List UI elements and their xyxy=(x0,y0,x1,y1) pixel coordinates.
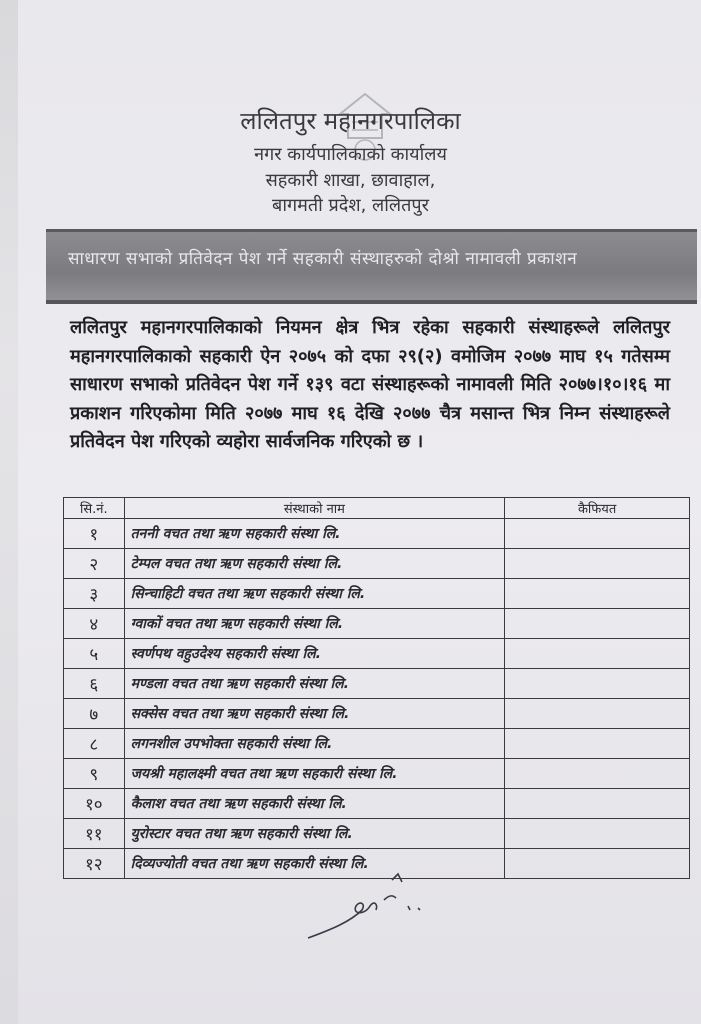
remark-cell xyxy=(505,759,690,789)
cooperatives-table xyxy=(63,497,690,879)
table-row xyxy=(64,789,690,819)
org-name: ललितपुर महानगरपालिका xyxy=(240,107,461,135)
remark-cell xyxy=(505,639,690,669)
banner-title: साधारण सभाको प्रतिवेदन पेश गर्ने सहकारी संस्थाहरुको दोश्रो नामावली प्रकाशन xyxy=(68,249,578,269)
serial-cell: ९ xyxy=(64,759,125,789)
table-row xyxy=(64,669,690,699)
name-cell: कैलाश वचत तथा ऋण सहकारी संस्था लि. xyxy=(124,789,505,819)
remark-cell xyxy=(505,579,690,609)
serial-cell: ४ xyxy=(64,609,125,639)
name-cell: दिव्यज्योती वचत तथा ऋण सहकारी संस्था लि. xyxy=(124,849,505,879)
table-row xyxy=(64,759,690,789)
remark-cell xyxy=(505,699,690,729)
serial-cell: ११ xyxy=(64,819,125,849)
table-header-row xyxy=(64,498,690,519)
serial-cell: ७ xyxy=(64,699,125,729)
table-row xyxy=(64,609,690,639)
name-cell: जयश्री महालक्ष्मी वचत तथा ऋण सहकारी संस्था लि. xyxy=(124,759,505,789)
name-cell: ग्वाकों वचत तथा ऋण सहकारी संस्था लि. xyxy=(124,609,505,639)
name-cell: तननी वचत तथा ऋण सहकारी संस्था लि. xyxy=(124,519,505,549)
notice-paragraph: ललितपुर महानगरपालिकाको नियमन क्षेत्र भित्र रहेका सहकारी संस्थाहरूले ललितपुर महानगरपालिकाको सहकारी ऐन २०७५ को दफा २९(२) वमोजिम २०७७ माघ १५ गतेसम्म साधारण सभाको प्रतिवेदन पेश गर्ने १३९ वटा संस्थाहरूको नामावली मिति २०७७।१०।१६ मा प्रकाशन गरिएकोमा मिति २०७७ माघ १६ देखि २०७७ चैत्र मसान्त भित्र निम्न संस्थाहरूले प्रतिवेदन पेश गरिएको व्यहोरा सार्वजनिक गरिएको छ । xyxy=(70,317,670,452)
table-row xyxy=(64,699,690,729)
name-cell: युरोस्टार वचत तथा ऋण सहकारी संस्था लि. xyxy=(124,819,505,849)
name-cell: टेम्पल वचत तथा ऋण सहकारी संस्था लि. xyxy=(124,549,505,579)
serial-cell: ५ xyxy=(64,639,125,669)
remark-cell xyxy=(505,849,690,879)
address-line: बागमती प्रदेश, ललितपुर xyxy=(272,195,429,216)
remark-cell xyxy=(505,609,690,639)
serial-cell: १ xyxy=(64,519,125,549)
name-cell: स्वर्णपथ वहुउदेश्य सहकारी संस्था लि. xyxy=(124,639,505,669)
handwritten-signature xyxy=(300,870,440,950)
name-cell: लगनशील उपभोक्ता सहकारी संस्था लि. xyxy=(124,729,505,759)
table-row xyxy=(64,519,690,549)
name-cell: मण्डला वचत तथा ऋण सहकारी संस्था लि. xyxy=(124,669,505,699)
header-name: संस्थाको नाम xyxy=(124,498,505,519)
serial-cell: ३ xyxy=(64,579,125,609)
serial-cell: २ xyxy=(64,549,125,579)
branch-name: सहकारी शाखा, छावाहाल, xyxy=(265,170,436,191)
remark-cell xyxy=(505,729,690,759)
name-cell: सिन्चाहिटी वचत तथा ऋण सहकारी संस्था लि. xyxy=(124,579,505,609)
office-name: नगर कार्यपालिकाको कार्यालय xyxy=(254,144,447,165)
serial-cell: ८ xyxy=(64,729,125,759)
remark-cell xyxy=(505,789,690,819)
header-serial: सि.नं. xyxy=(64,498,125,519)
table-row xyxy=(64,729,690,759)
table-row xyxy=(64,639,690,669)
serial-cell: १२ xyxy=(64,849,125,879)
remark-cell xyxy=(505,549,690,579)
name-cell: सक्सेस वचत तथा ऋण सहकारी संस्था लि. xyxy=(124,699,505,729)
serial-cell: ६ xyxy=(64,669,125,699)
table-row xyxy=(64,579,690,609)
remark-cell xyxy=(505,519,690,549)
header-remark: कैफियत xyxy=(505,498,690,519)
serial-cell: १० xyxy=(64,789,125,819)
table-row xyxy=(64,549,690,579)
title-banner xyxy=(46,229,697,304)
remark-cell xyxy=(505,819,690,849)
table-row xyxy=(64,819,690,849)
remark-cell xyxy=(505,669,690,699)
